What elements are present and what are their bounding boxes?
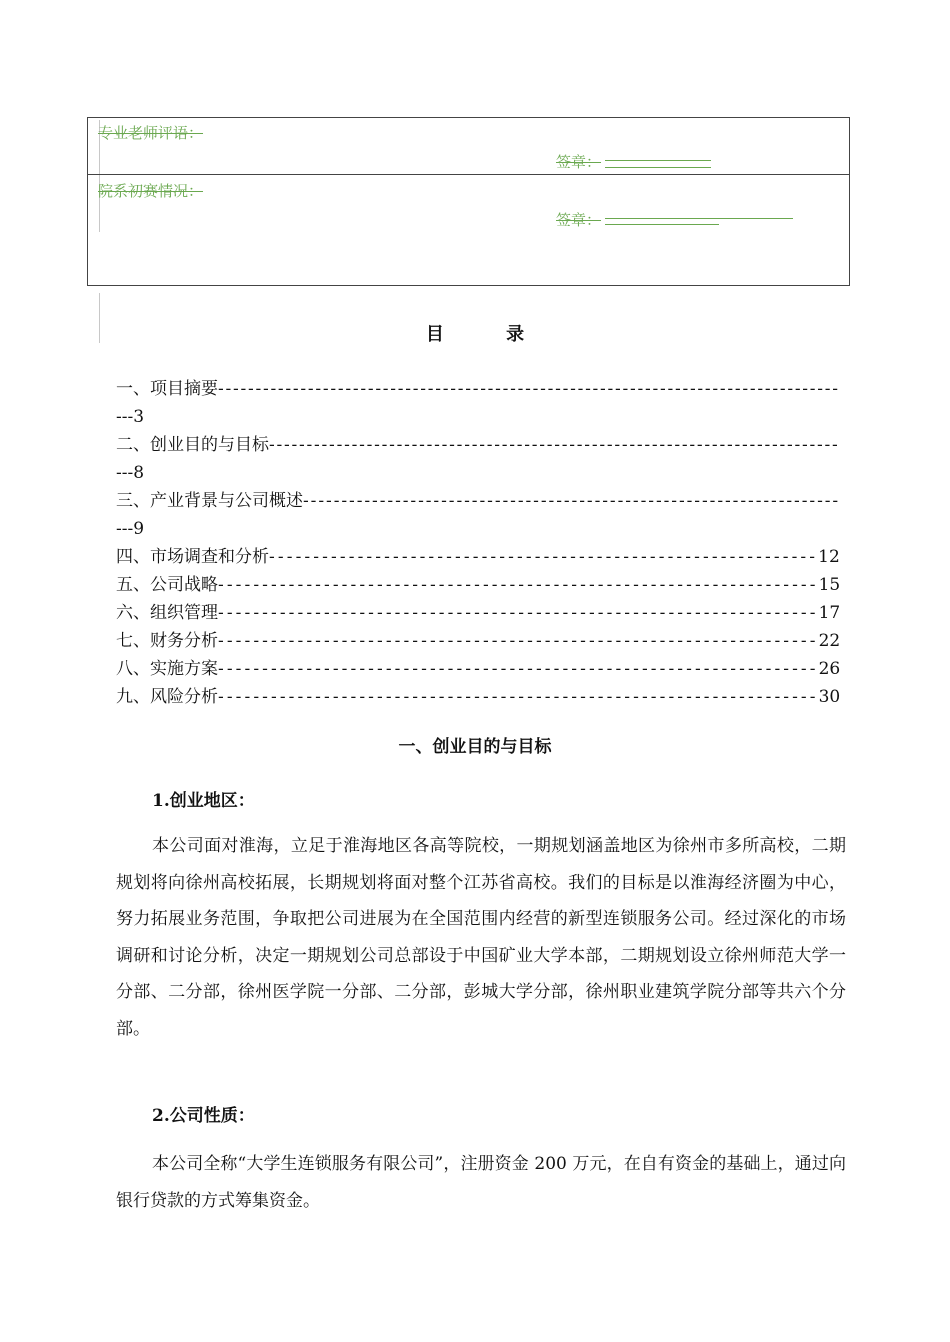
- toc-item-page: 17: [818, 603, 841, 623]
- toc-item-label: 七、财务分析: [116, 631, 218, 651]
- review-table: [87, 117, 850, 286]
- toc-item-6[interactable]: [116, 602, 840, 624]
- toc-item-5[interactable]: [116, 574, 840, 596]
- toc-item-page: 26: [818, 659, 841, 679]
- teacher-sign-line: [605, 160, 711, 161]
- dept-sign-underline: [605, 224, 719, 225]
- toc-item-leader: ----------------------------------------------------------------------------: [269, 435, 840, 455]
- toc-item-label: 八、实施方案: [116, 659, 218, 679]
- toc-item-2-page: ---8: [116, 463, 145, 483]
- subheading-region: 1.创业地区：: [152, 791, 255, 811]
- toc-item-leader: --------------------------------------------------------------: [269, 547, 819, 567]
- toc-item-3[interactable]: [116, 490, 840, 512]
- toc-item-leader: --------------------------------------------------------------------: [218, 603, 819, 623]
- paragraph-region: 本公司面对淮海，立足于淮海地区各高等院校，一期规划涵盖地区为徐州市多所高校，二期规划将向徐州高校拓展，长期规划将面对整个江苏省高校。我们的目标是以淮海经济圈为中心，努力拓展业务范围，争取把公司进展为在全国范围内经营的新型连锁服务公司。经过深化的市场调研和讨论分析，决定一期规划公司总部设于中国矿业大学本部，二期规划设立徐州师范大学一分部、二分部，徐州医学院一分部、二分部，彭城大学分部，徐州职业建筑学院分部等共六个分部。: [116, 836, 846, 1039]
- section-heading: 一、创业目的与目标: [398, 737, 552, 757]
- toc-item-page: 15: [818, 575, 841, 595]
- toc-item-label: 五、公司战略: [116, 575, 218, 595]
- teacher-comment-label: 专业老师评语：: [98, 124, 204, 142]
- toc-item-page: 12: [818, 547, 840, 567]
- toc-item-8[interactable]: [116, 658, 840, 680]
- toc-item-leader: -----------------------------------------------------------------------------------: [218, 379, 840, 399]
- review-divider: [88, 174, 849, 175]
- toc-item-label: 一、项目摘要: [116, 379, 218, 399]
- toc-item-4[interactable]: [116, 546, 840, 568]
- toc-item-label: 六、组织管理: [116, 603, 218, 623]
- toc-item-label: 三、产业背景与公司概述: [116, 491, 303, 511]
- toc-item-label: 四、市场调查和分析: [116, 547, 269, 567]
- subheading-company-nature: 2.公司性质：: [152, 1106, 255, 1126]
- toc-item-9[interactable]: [116, 686, 840, 708]
- toc-item-1-page: ---3: [116, 407, 145, 427]
- dept-sign-label: 签章：: [556, 211, 602, 229]
- toc-item-3-page: ---9: [116, 519, 145, 539]
- toc-title: 目 录: [425, 324, 553, 345]
- dept-status-label: 院系初赛情况：: [98, 182, 204, 200]
- paragraph-company-nature: 本公司全称“大学生连锁服务有限公司”，注册资金 200 万元，在自有资金的基础上，通过向银行贷款的方式筹集资金。: [116, 1154, 846, 1211]
- toc-item-1[interactable]: [116, 378, 840, 400]
- toc-item-label: 二、创业目的与目标: [116, 435, 269, 455]
- toc-item-page: 22: [818, 631, 841, 651]
- toc-item-7[interactable]: [116, 630, 840, 652]
- toc-item-leader: --------------------------------------------------------------------: [218, 575, 819, 595]
- toc-item-2[interactable]: [116, 434, 840, 456]
- toc-item-leader: --------------------------------------------------------------------: [218, 659, 819, 679]
- toc-item-label: 九、风险分析: [116, 687, 218, 707]
- toc-item-leader: ----------------------------------------------------------------------: [303, 491, 841, 511]
- toc-item-leader: --------------------------------------------------------------------: [218, 631, 819, 651]
- toc-item-leader: --------------------------------------------------------------------: [218, 687, 819, 707]
- dept-sign-line: [605, 218, 793, 219]
- teacher-sign-label: 签章：: [556, 153, 602, 171]
- toc-item-page: 30: [818, 687, 841, 707]
- teacher-sign-underline: [605, 167, 711, 168]
